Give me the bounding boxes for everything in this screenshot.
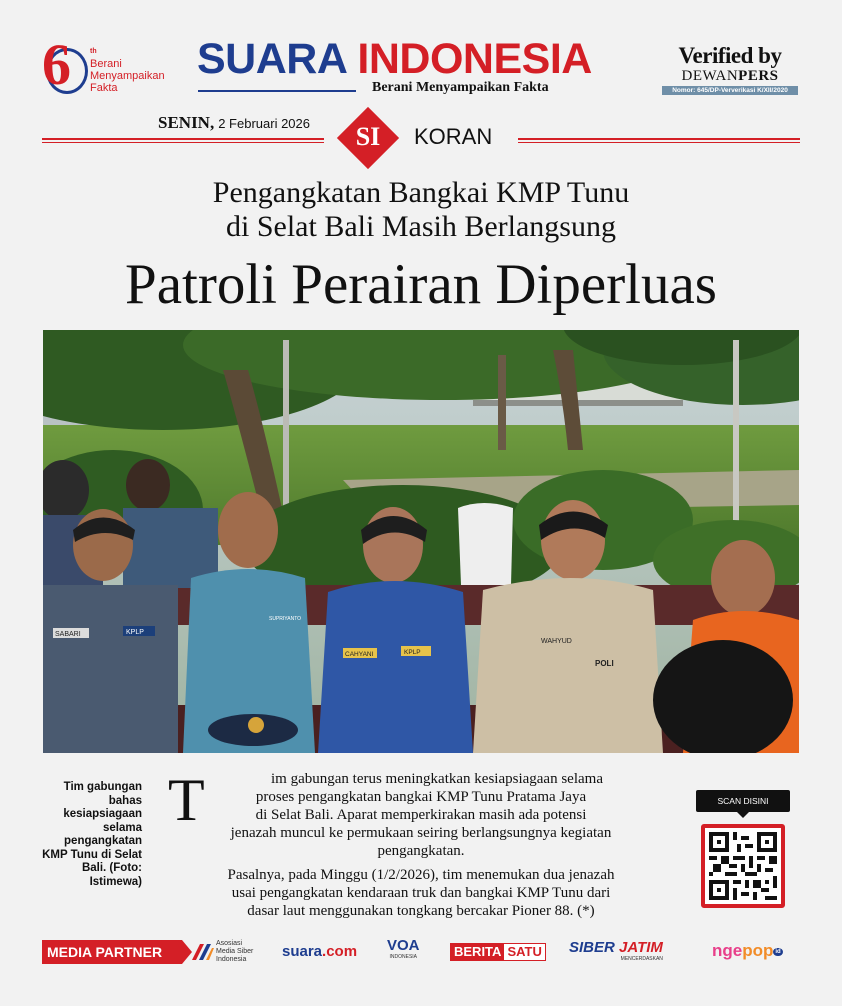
media-partner-label: MEDIA PARTNER xyxy=(42,940,182,964)
article-headline: Patroli Perairan Diperluas xyxy=(125,253,717,316)
kicker-line-2: di Selat Bali Masih Berlangsung xyxy=(226,210,616,243)
verified-dewan: DEWAN xyxy=(681,68,739,84)
p1-line-3: di Selat Bali. Aparat memperkirakan masih ada potensi xyxy=(255,807,587,823)
berita-text-b: SATU xyxy=(504,944,544,960)
amsi-text xyxy=(216,940,253,964)
siber-sub: MENCERDASKAN xyxy=(620,956,663,962)
edition-date xyxy=(158,113,310,133)
edition-day: SENIN, xyxy=(158,113,215,132)
anniversary-tag-line-3: Fakta xyxy=(90,82,118,94)
anniversary-number: 6 xyxy=(42,32,71,97)
si-logo xyxy=(338,108,398,168)
p2-line-1: Pasalnya, pada Minggu (1/2/2026), tim menemukan dua jenazah xyxy=(227,867,615,883)
p1-line-5: pengangkatan. xyxy=(377,843,465,859)
si-logo-text: SI xyxy=(355,122,381,151)
anniversary-suffix: th xyxy=(90,48,97,55)
brand-underline xyxy=(198,90,356,92)
partner-siberjatim[interactable] xyxy=(569,940,663,962)
suara-text-b: .com xyxy=(322,943,358,960)
verified-badge xyxy=(662,44,798,95)
ngepop-text-a: nge xyxy=(712,941,743,960)
brand-part-1: SUARA xyxy=(197,35,348,83)
amsi-line-2: Media Siber xyxy=(216,948,254,955)
photo-label-poli: POLI xyxy=(595,659,614,668)
amsi-logo-icon xyxy=(192,942,214,960)
verified-line-1: Verified by xyxy=(678,43,782,68)
suara-text-a: suara xyxy=(282,943,323,960)
siber-text-b: JATIM xyxy=(619,939,663,956)
photo-illustration xyxy=(43,330,799,753)
verified-pers: PERS xyxy=(738,68,779,84)
anniversary-badge xyxy=(42,32,182,100)
voa-main: VOA xyxy=(387,937,420,954)
amsi-line-3: Indonesia xyxy=(216,956,247,963)
siber-main xyxy=(569,940,663,956)
amsi-line-1: Asosiasi xyxy=(216,940,243,947)
siber-text-a: SIBER xyxy=(569,939,615,956)
verified-line-2 xyxy=(662,68,798,84)
article-photo xyxy=(43,330,799,753)
partner-voa[interactable] xyxy=(387,938,420,960)
edition-date-text: 2 Februari 2026 xyxy=(218,116,310,131)
photo-patch-kplp-2: KPLP xyxy=(404,649,421,656)
voa-sub: INDONESIA xyxy=(389,954,418,960)
photo-label-supriyanto: SUPRIYANTO xyxy=(269,616,302,622)
photo-label-wahyud: WAHYUD xyxy=(541,638,572,645)
p2-line-3: dasar laut menggunakan tongkang bercakar Pioner 88. (*) xyxy=(247,903,595,919)
partner-suara[interactable] xyxy=(282,943,357,960)
verified-number: Nomor: 645/DP-Ververikasi K/XII/2020 xyxy=(662,86,798,95)
anniversary-tagline xyxy=(90,58,165,94)
ngepop-text-c: id xyxy=(775,948,781,955)
p2-line-2: usai pengangkatan kendaraan truk dan bangkai KMP Tunu dari xyxy=(231,885,611,901)
section-label: KORAN xyxy=(414,124,493,149)
media-partner-bar xyxy=(42,938,800,966)
anniversary-tag-line-2: Menyampaikan xyxy=(90,70,165,82)
p1-line-4: jenazah muncul ke permukaan seiring berlangsungnya kegiatan xyxy=(230,825,612,841)
qr-label: SCAN DISINI xyxy=(696,790,790,812)
article-body xyxy=(168,767,674,920)
article-kicker xyxy=(40,176,802,244)
p1-line-2: proses pengangkatan bangkai KMP Tunu Pratama Jaya xyxy=(255,789,587,805)
rule-right xyxy=(518,138,800,140)
photo-label-sabari: SABARI xyxy=(55,631,81,638)
dropcap: T xyxy=(168,767,205,833)
anniversary-tag-line-1: Berani xyxy=(90,58,122,70)
photo-patch-kplp-1: KPLP xyxy=(126,629,144,636)
qr-frame[interactable] xyxy=(701,824,785,908)
p1-line-1: im gabungan terus meningkatkan kesiapsiagaan selama xyxy=(271,771,603,787)
photo-caption: Tim gabungan bahas kesiapsiagaan selama pengangkatan KMP Tunu di Selat Bali. (Foto: Istimewa) xyxy=(42,781,142,888)
ngepop-text-b: pop xyxy=(742,941,774,960)
brand-tagline: Berani Menyampaikan Fakta xyxy=(372,80,549,95)
qr-block[interactable] xyxy=(696,790,790,908)
brand-part-2: INDONESIA xyxy=(357,35,592,83)
kicker-line-1: Pengangkatan Bangkai KMP Tunu xyxy=(212,176,630,209)
qr-code-icon xyxy=(709,832,777,900)
paragraph-1 xyxy=(168,767,674,860)
partner-ngepop[interactable] xyxy=(712,941,783,961)
paragraph-2 xyxy=(168,866,674,920)
photo-label-cahyani: CAHYANI xyxy=(345,651,374,658)
rule-left xyxy=(42,138,324,140)
berita-text-a: BERITA xyxy=(451,944,504,960)
partner-beritasatu[interactable] xyxy=(450,943,546,961)
brand-logo xyxy=(197,35,592,83)
